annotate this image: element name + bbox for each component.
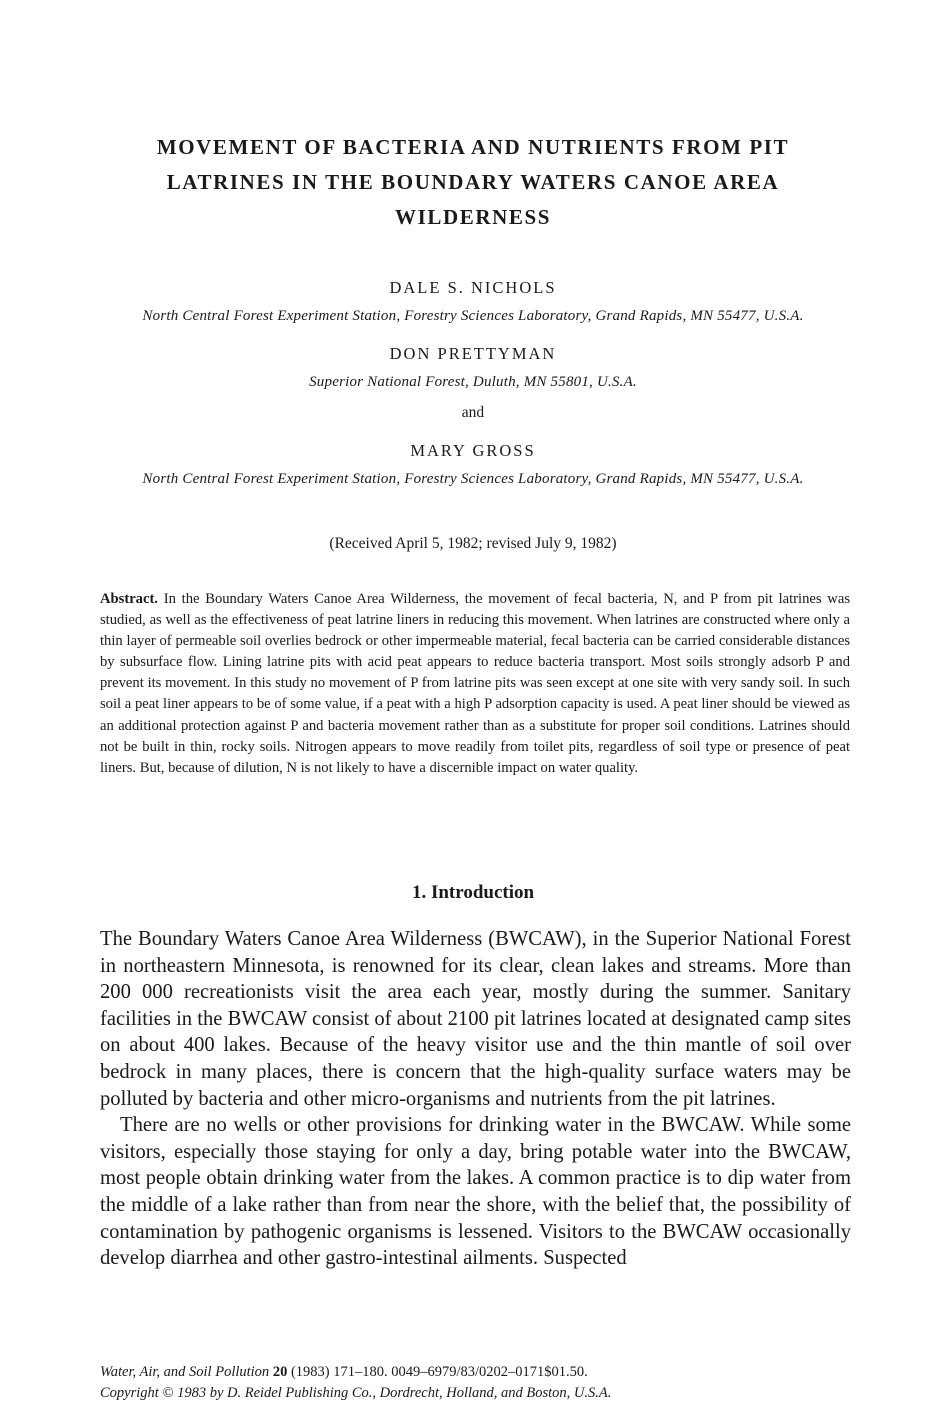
author-name-3: MARY GROSS xyxy=(410,441,536,460)
body-paragraph-2: There are no wells or other provisions for drinking water in the BWCAW. While some visitors, especially those staying for only a day, bring potable water into the BWCAW, most people obtain drinking water from the lakes. A common practice is to dip water from the middle of a lake rather than from near the shore, with the belief that, the possibility of contamination by pathogenic organisms is lessened. Visitors to the BWCAW occasionally develop diarrhea and other gastro-intestinal ailments. Suspected xyxy=(100,1114,851,1270)
title-line-1: MOVEMENT OF BACTERIA AND NUTRIENTS FROM PIT xyxy=(156,135,790,159)
footer-journal: Water, Air, and Soil Pollution xyxy=(100,1364,270,1380)
paper-title xyxy=(100,130,846,235)
footer-citation-line xyxy=(100,1362,611,1383)
title-line-3: WILDERNESS xyxy=(394,205,552,229)
page-footer xyxy=(100,1362,611,1404)
author-name-2: DON PRETTYMAN xyxy=(389,344,557,363)
footer-volume: 20 xyxy=(272,1364,288,1380)
abstract-text: In the Boundary Waters Canoe Area Wilderness, the movement of fecal bacteria, N, and P from pit latrines was studied, as well as the effectiveness of peat latrine liners in reducing this movement. When latrines are constructed where only a thin layer of permeable soil overlies bedrock or other impermeable material, fecal bacteria can be carried considerable distances by subsurface flow. Lining latrine pits with acid peat appears to reduce bacteria transport. Most soils strongly adsorb P and prevent its movement. In this study no movement of P from latrine pits was seen except at one site with very sandy soil. In such soil a peat liner appears to be of some value, if a peat with a high P adsorption capacity is used. A peat liner should be viewed as an additional protection against P and bacteria movement rather than as a substitute for proper soil conditions. Latrines should not be built in thin, rocky soils. Nitrogen appears to move readily from toilet pits, regardless of soil type or presence of peat liners. But, because of dilution, N is not likely to have a discernible impact on water quality. xyxy=(100,591,851,776)
footer-copyright: Copyright © 1983 by D. Reidel Publishing Co., Dordrecht, Holland, and Boston, U.S.A. xyxy=(100,1385,612,1401)
author-affiliation-1: North Central Forest Experiment Station, Forestry Sciences Laboratory, Grand Rapids, MN 55477, U.S.A. xyxy=(142,308,804,324)
author-name-1: DALE S. NICHOLS xyxy=(389,278,557,297)
abstract xyxy=(100,589,850,779)
body-paragraph-1: The Boundary Waters Canoe Area Wilderness (BWCAW), in the Superior National Forest in northeastern Minnesota, is renowned for its clear, clean lakes and streams. More than 200 000 recreationists visit the area each year, mostly during the summer. Sanitary facilities in the BWCAW consist of about 2100 pit latrines located at designated camp sites on about 400 lakes. Because of the heavy visitor use and the thin mantle of soil over bedrock in many places, there is concern that the high-quality surface waters may be polluted by bacteria and other micro-organisms and nutrients from the pit latrines. xyxy=(100,928,851,1110)
title-line-2: LATRINES IN THE BOUNDARY WATERS CANOE AREA xyxy=(166,170,780,194)
received-dates: (Received April 5, 1982; revised July 9, 1982) xyxy=(329,535,617,552)
body-text xyxy=(100,926,851,1272)
section-heading: 1. Introduction xyxy=(411,882,535,903)
author-affiliation-3: North Central Forest Experiment Station, Forestry Sciences Laboratory, Grand Rapids, MN 55477, U.S.A. xyxy=(142,471,804,487)
abstract-label: Abstract. xyxy=(100,591,158,607)
footer-citation: (1983) 171–180. 0049–6979/83/0202–0171$01.50. xyxy=(290,1364,588,1380)
author-conjunction: and xyxy=(461,404,485,421)
author-affiliation-2: Superior National Forest, Duluth, MN 55801, U.S.A. xyxy=(309,374,637,390)
